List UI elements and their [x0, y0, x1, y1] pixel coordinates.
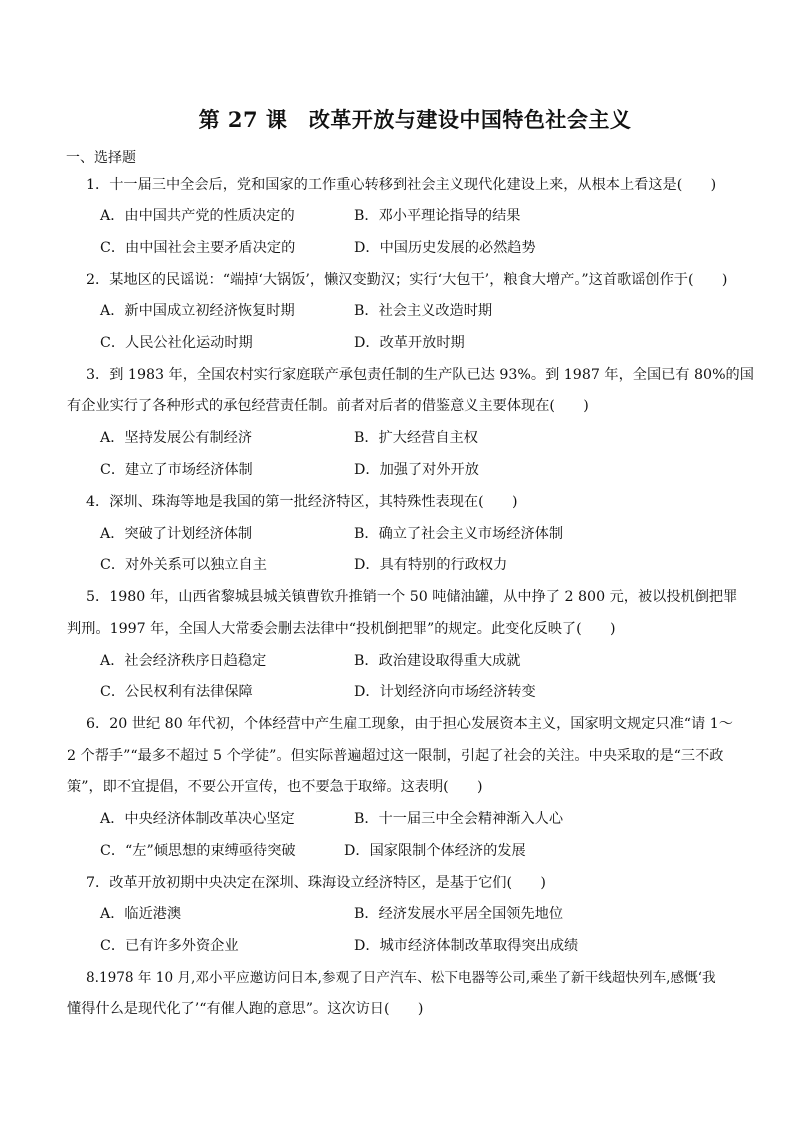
question-4-option-d: D．具有特别的行政权力 — [354, 557, 508, 573]
question-4-option-a: A．突破了计划经济体制 — [100, 526, 253, 542]
question-3-stem-line-1: 3．到 1983 年，全国农村实行家庭联产承包责任制的生产队已达 93%。到 1987 年，全国已有 80%的国 — [86, 367, 754, 383]
question-3-stem-line-2: 有企业实行了各种形式的承包经营责任制。前者对后者的借鉴意义主要体现在( ) — [67, 398, 589, 414]
question-6-option-c: C．“左”倾思想的束缚亟待突破 — [100, 843, 296, 859]
question-7-stem: 7．改革开放初期中央决定在深圳、珠海设立经济特区，是基于它们( ) — [86, 875, 546, 891]
question-6-stem-line-2: 2 个帮手”“最多不超过 5 个学徒”。但实际普遍超过这一限制，引起了社会的关注。中央采取的是“三不政 — [67, 748, 724, 764]
section-heading: 一、选择题 — [66, 150, 136, 166]
question-8-stem-line-1: 8.1978 年 10 月,邓小平应邀访问日本,参观了日产汽车、松下电器等公司,乘坐了新干线超快列车,感慨‘我 — [86, 970, 716, 986]
question-5-stem-line-1: 5．1980 年，山西省黎城县城关镇曹钦升推销一个 50 吨储油罐，从中挣了 2 800 元，被以投机倒把罪 — [86, 589, 738, 605]
question-5-option-b: B．政治建设取得重大成就 — [354, 653, 521, 669]
question-1-option-a: A．由中国共产党的性质决定的 — [100, 208, 295, 224]
lesson-title: 第 27 课 改革开放与建设中国特色社会主义 — [198, 107, 632, 132]
question-2-option-b: B．社会主义改造时期 — [354, 303, 493, 319]
question-1-option-c: C．由中国社会主要矛盾决定的 — [100, 240, 296, 256]
question-3-option-d: D．加强了对外开放 — [354, 462, 479, 478]
question-7-option-a: A．临近港澳 — [100, 906, 182, 922]
question-6-stem-line-3: 策”，即不宜提倡，不要公开宣传，也不要急于取缔。这表明( ) — [67, 779, 483, 795]
question-5-option-a: A．社会经济秩序日趋稳定 — [100, 653, 267, 669]
question-7-option-b: B．经济发展水平居全国领先地位 — [354, 906, 564, 922]
question-5-option-c: C．公民权利有法律保障 — [100, 684, 253, 700]
question-2-option-c: C．人民公社化运动时期 — [100, 335, 253, 351]
question-1-option-b: B．邓小平理论指导的结果 — [354, 208, 521, 224]
question-5-option-d: D．计划经济向市场经济转变 — [354, 684, 536, 700]
question-4-stem: 4．深圳、珠海等地是我国的第一批经济特区，其特殊性表现在( ) — [86, 494, 518, 510]
question-7-option-c: C．已有许多外资企业 — [100, 938, 239, 954]
question-3-option-b: B．扩大经营自主权 — [354, 430, 478, 446]
question-5-stem-line-2: 判刑。1997 年，全国人大常委会删去法律中“投机倒把罪”的规定。此变化反映了( ) — [67, 621, 616, 637]
question-1-option-d: D．中国历史发展的必然趋势 — [354, 240, 536, 256]
question-3-option-c: C．建立了市场经济体制 — [100, 462, 253, 478]
question-4-option-c: C．对外关系可以独立自主 — [100, 557, 267, 573]
question-4-option-b: B．确立了社会主义市场经济体制 — [354, 526, 564, 542]
question-3-option-a: A．坚持发展公有制经济 — [100, 430, 253, 446]
question-2-stem: 2．某地区的民谣说：“端掉‘大锅饭’，懒汉变勤汉；实行‘大包干’，粮食大增产。”这首歌谣创作于( ) — [86, 272, 728, 288]
question-2-option-d: D．改革开放时期 — [354, 335, 465, 351]
question-7-option-d: D．城市经济体制改革取得突出成绩 — [354, 938, 579, 954]
question-6-option-b: B．十一届三中全会精神渐入人心 — [354, 811, 564, 827]
question-6-option-d: D．国家限制个体经济的发展 — [344, 843, 526, 859]
question-2-option-a: A．新中国成立初经济恢复时期 — [100, 303, 295, 319]
question-1-stem: 1．十一届三中全会后，党和国家的工作重心转移到社会主义现代化建设上来，从根本上看这是( ) — [86, 177, 717, 193]
question-6-option-a: A．中央经济体制改革决心坚定 — [100, 811, 295, 827]
question-8-stem-line-2: 懂得什么是现代化了’“有催人跑的意思”。这次访日( ) — [67, 1001, 424, 1017]
question-6-stem-line-1: 6．20 世纪 80 年代初，个体经营中产生雇工现象，由于担心发展资本主义，国家明文规定只准“请 1～ — [86, 716, 733, 732]
